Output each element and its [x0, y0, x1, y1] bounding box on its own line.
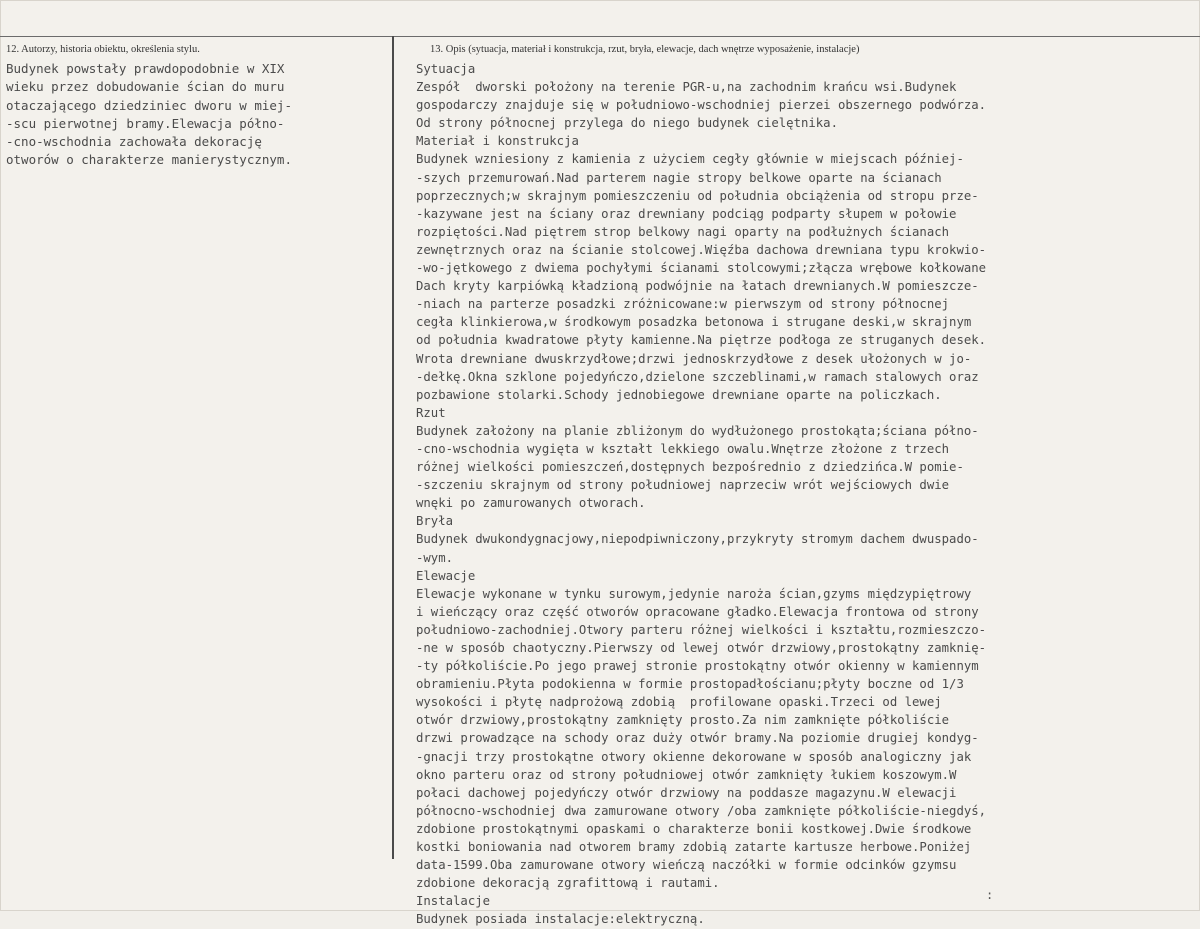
text-line: połaci dachowej pojedyńczy otwór drzwiowy na poddasze magazynu.W elewacji [416, 785, 957, 800]
text-line: Materiał i konstrukcja [416, 134, 579, 149]
text-line: wnęki po zamurowanych otworach. [416, 496, 646, 511]
text-line: cegła klinkierowa,w środkowym posadzka betonowa i strugane deski,w skrajnym [416, 315, 972, 330]
text-line: zewnętrznych oraz na ścianie stolcowej.Więźba dachowa drewniana typu krokwio- [416, 242, 987, 257]
section-12-heading: 12. Autorzy, historia obiektu, określenia stylu. [6, 44, 200, 55]
text-line: otwór drzwiowy,prostokątny zamknięty prosto.Za nim zamknięte półkoliście [416, 713, 950, 728]
text-line: zdobione prostokątnymi opaskami o charakterze bonii kostkowej.Dwie środkowe [416, 821, 972, 836]
section-13-heading: 13. Opis (sytuacja, materiał i konstrukcja, rzut, bryła, elewacje, dach wnętrze wyposażenie, instalacje) [430, 44, 860, 55]
text-line: -wo-jętkowego z dwiema pochyłymi ścianami stolcowymi;złącza wrębowe kołkowane [416, 261, 987, 276]
text-line: -scu pierwotnej bramy.Elewacja półno- [6, 115, 285, 131]
text-line: zdobione dekoracją zgrafittową i rautami. [416, 876, 720, 891]
text-line: drzwi prowadzące na schody oraz duży otwór bramy.Na poziomie drugiej kondyg- [416, 731, 979, 746]
text-line: -szczeniu skrajnym od strony południowej naprzeciw wrót wejściowych dwie [416, 478, 950, 493]
text-line: poprzecznych;w skrajnym pomieszczeniu od południa obciążenia od stropu prze- [416, 188, 979, 203]
text-line: -cno-wschodnia zachowała dekorację [6, 134, 262, 150]
text-line: Bryła [416, 514, 454, 529]
text-line: Rzut [416, 405, 446, 420]
text-line: otworów o charakterze manierystycznym. [6, 152, 292, 168]
text-line: Instalacje [416, 894, 491, 909]
text-line: Budynek założony na planie zbliżonym do wydłużonego prostokąta;ściana półno- [416, 423, 979, 438]
text-line: -niach na parterze posadzki zróżnicowane:w pierwszym od strony północnej [416, 297, 950, 312]
text-line: Budynek dwukondygnacjowy,niepodpiwniczony,przykryty stromym dachem dwuspado- [416, 532, 979, 547]
text-line: -kazywane jest na ściany oraz drewniany podciąg podparty słupem w połowie [416, 206, 957, 221]
column-divider [392, 36, 394, 859]
text-line: -dełkę.Okna szklone pojedyńczo,dzielone szczeblinami,w ramach stalowych oraz [416, 369, 979, 384]
text-line: -cno-wschodnia wygięta w kształt lekkiego owalu.Wnętrze złożone z trzech [416, 441, 950, 456]
text-line: -szych przemurowań.Nad parterem nagie stropy belkowe oparte na ścianach [416, 170, 942, 185]
text-line: i wieńczący oraz część otworów opracowane gładko.Elewacja frontowa od strony [416, 604, 979, 619]
text-line: Elewacje [416, 568, 476, 583]
text-line: otaczającego dziedziniec dworu w miej- [6, 97, 292, 113]
text-line: Budynek posiada instalacje:elektryczną. [416, 912, 705, 927]
text-line: południowo-zachodniej.Otwory parteru różnej wielkości i kształtu,rozmieszczo- [416, 622, 987, 637]
text-line: różnej wielkości pomieszczeń,dostępnych bezpośrednio z dziedzińca.W pomie- [416, 460, 964, 475]
text-line: -wym. [416, 550, 454, 565]
text-line: Wrota drewniane dwuskrzydłowe;drzwi jednoskrzydłowe z desek ułożonych w jo- [416, 351, 972, 366]
text-line: Dach kryty karpiówką kładzioną podwójnie na łatach drewnianych.W pomieszcze- [416, 279, 979, 294]
text-line: Elewacje wykonane w tynku surowym,jedynie naroża ścian,gzyms międzypiętrowy [416, 586, 972, 601]
text-line: data-1599.Oba zamurowane otwory wieńczą naczółki w formie odcinków gzymsu [416, 858, 957, 873]
text-line: gospodarczy znajduje się w południowo-wschodniej pierzei obszernego podwórza. [416, 98, 987, 113]
text-line: kostki boniowania nad otworem bramy zdobią zatarte kartusze herbowe.Poniżej [416, 840, 972, 855]
text-line: obramieniu.Płyta podokienna w formie prostopadłościanu;płyty boczne od 1/3 [416, 677, 964, 692]
text-line: okno parteru oraz od strony południowej otwór zamknięty łukiem koszowym.W [416, 767, 957, 782]
text-line: wysokości i płytę nadprożową zdobią profilowane opaski.Trzeci od lewej [416, 695, 942, 710]
text-line: północno-wschodniej dwa zamurowane otwory /oba zamknięte półkoliście-niegdyś, [416, 803, 987, 818]
text-line: Budynek wzniesiony z kamienia z użyciem cegły głównie w miejscach później- [416, 152, 964, 167]
text-line: Budynek powstały prawdopodobnie w XIX [6, 61, 285, 76]
page-mark: : [986, 888, 994, 902]
text-line: Zespół dworski położony na terenie PGR-u,na zachodnim krańcu wsi.Budynek [416, 80, 957, 95]
text-line: Sytuacja [416, 62, 476, 76]
text-line: pozbawione stolarki.Schody jednobiegowe drewniane oparte na policzkach. [416, 387, 942, 402]
history-text [6, 60, 292, 170]
text-line: rozpiętości.Nad piętrem strop belkowy nagi oparty na podłużnych ścianach [416, 224, 950, 239]
text-line: Od strony północnej przylega do niego budynek cielętnika. [416, 116, 838, 131]
text-line: -ne w sposób chaotyczny.Pierwszy od lewej otwór drzwiowy,prostokątny zamknię- [416, 641, 987, 655]
top-rule [0, 36, 1200, 37]
text-line: wieku przez dobudowanie ścian do muru [6, 79, 285, 95]
text-line: od południa kwadratowe płyty kamienne.Na piętrze podłoga ze struganych desek. [416, 333, 987, 348]
text-line: -ty półkoliście.Po jego prawej stronie prostokątny otwór okienny w kamiennym [416, 659, 979, 674]
description-text [416, 60, 986, 929]
text-line: -gnacji trzy prostokątne otwory okienne dekorowane w sposób analogiczny jak [416, 749, 972, 764]
